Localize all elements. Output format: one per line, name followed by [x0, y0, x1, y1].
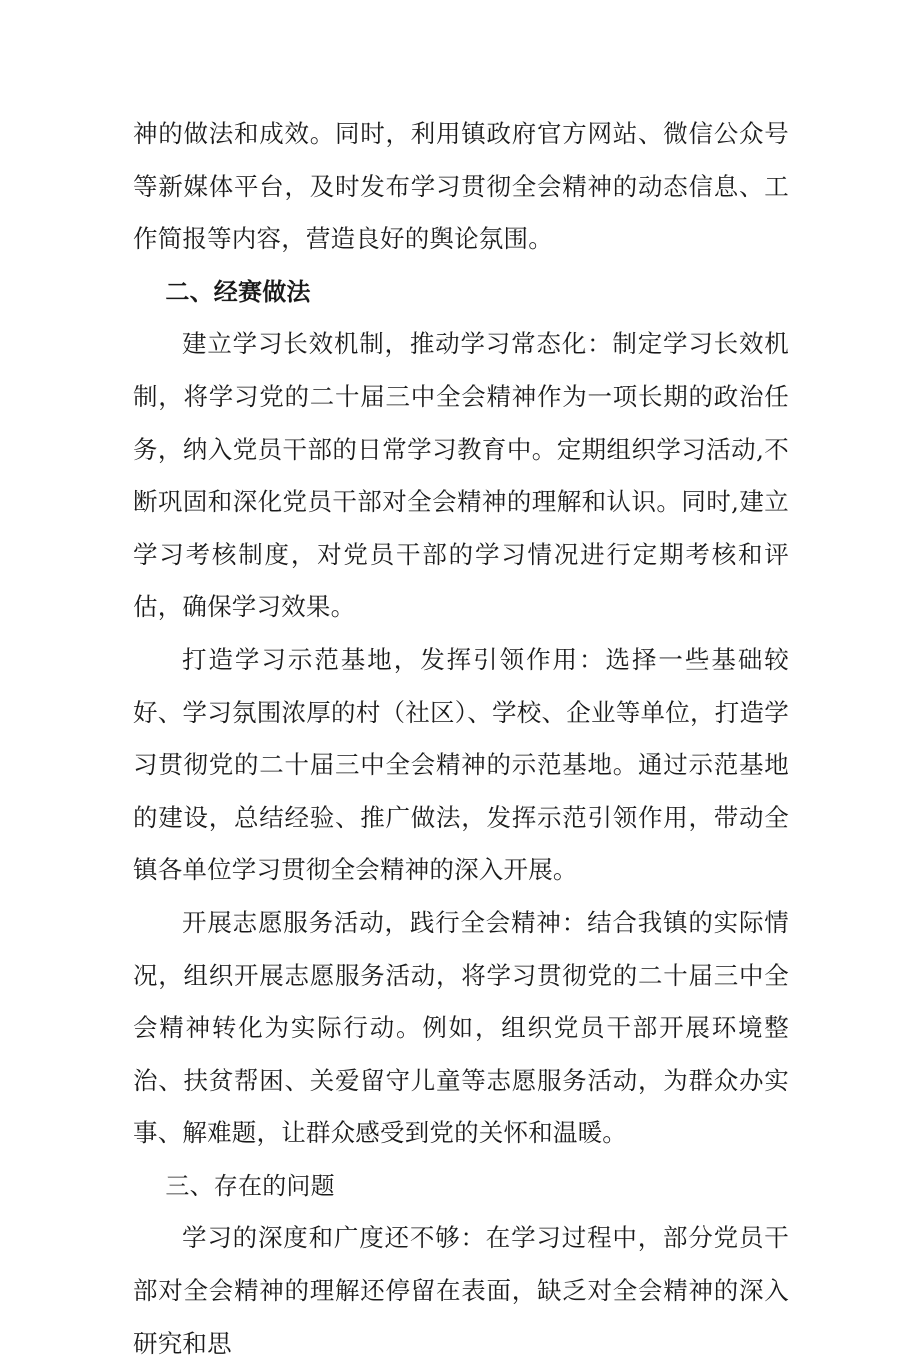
paragraph-continuation: 神的做法和成效。同时，利用镇政府官方网站、微信公众号等新媒体平台，及时发布学习贯彻全会精神的动态信息、工作简报等内容，营造良好的舆论氛围。	[133, 119, 789, 254]
document-body	[133, 108, 789, 1370]
section-heading-2: 二、经赛做法	[165, 277, 311, 306]
paragraph-volunteer-service: 开展志愿服务活动，践行全会精神：结合我镇的实际情况，组织开展志愿服务活动，将学习贯彻党的二十届三中全会精神转化为实际行动。例如，组织党员干部开展环境整治、扶贫帮困、关爱留守儿童等志愿服务活动，为群众办实事、解难题，让群众感受到党的关怀和温暖。	[133, 907, 789, 1148]
paragraph-problems: 学习的深度和广度还不够：在学习过程中，部分党员干部对全会精神的理解还停留在表面，缺乏对全会精神的深入研究和思	[133, 1223, 789, 1358]
section-heading-3: 三、存在的问题	[165, 1171, 335, 1200]
paragraph-demonstration-base: 打造学习示范基地，发挥引领作用：选择一些基础较好、学习氛围浓厚的村（社区）、学校、企业等单位，打造学习贯彻党的二十届三中全会精神的示范基地。通过示范基地的建设，总结经验、推广做法，发挥示范引领作用，带动全镇各单位学习贯彻全会精神的深入开展。	[133, 644, 789, 885]
paragraph-long-term-mechanism: 建立学习长效机制，推动学习常态化：制定学习长效机制，将学习党的二十届三中全会精神作为一项长期的政治任务，纳入党员干部的日常学习教育中。定期组织学习活动,不断巩固和深化党员干部对全会精神的理解和认识。同时,建立学习考核制度，对党员干部的学习情况进行定期考核和评估，确保学习效果。	[133, 329, 789, 622]
